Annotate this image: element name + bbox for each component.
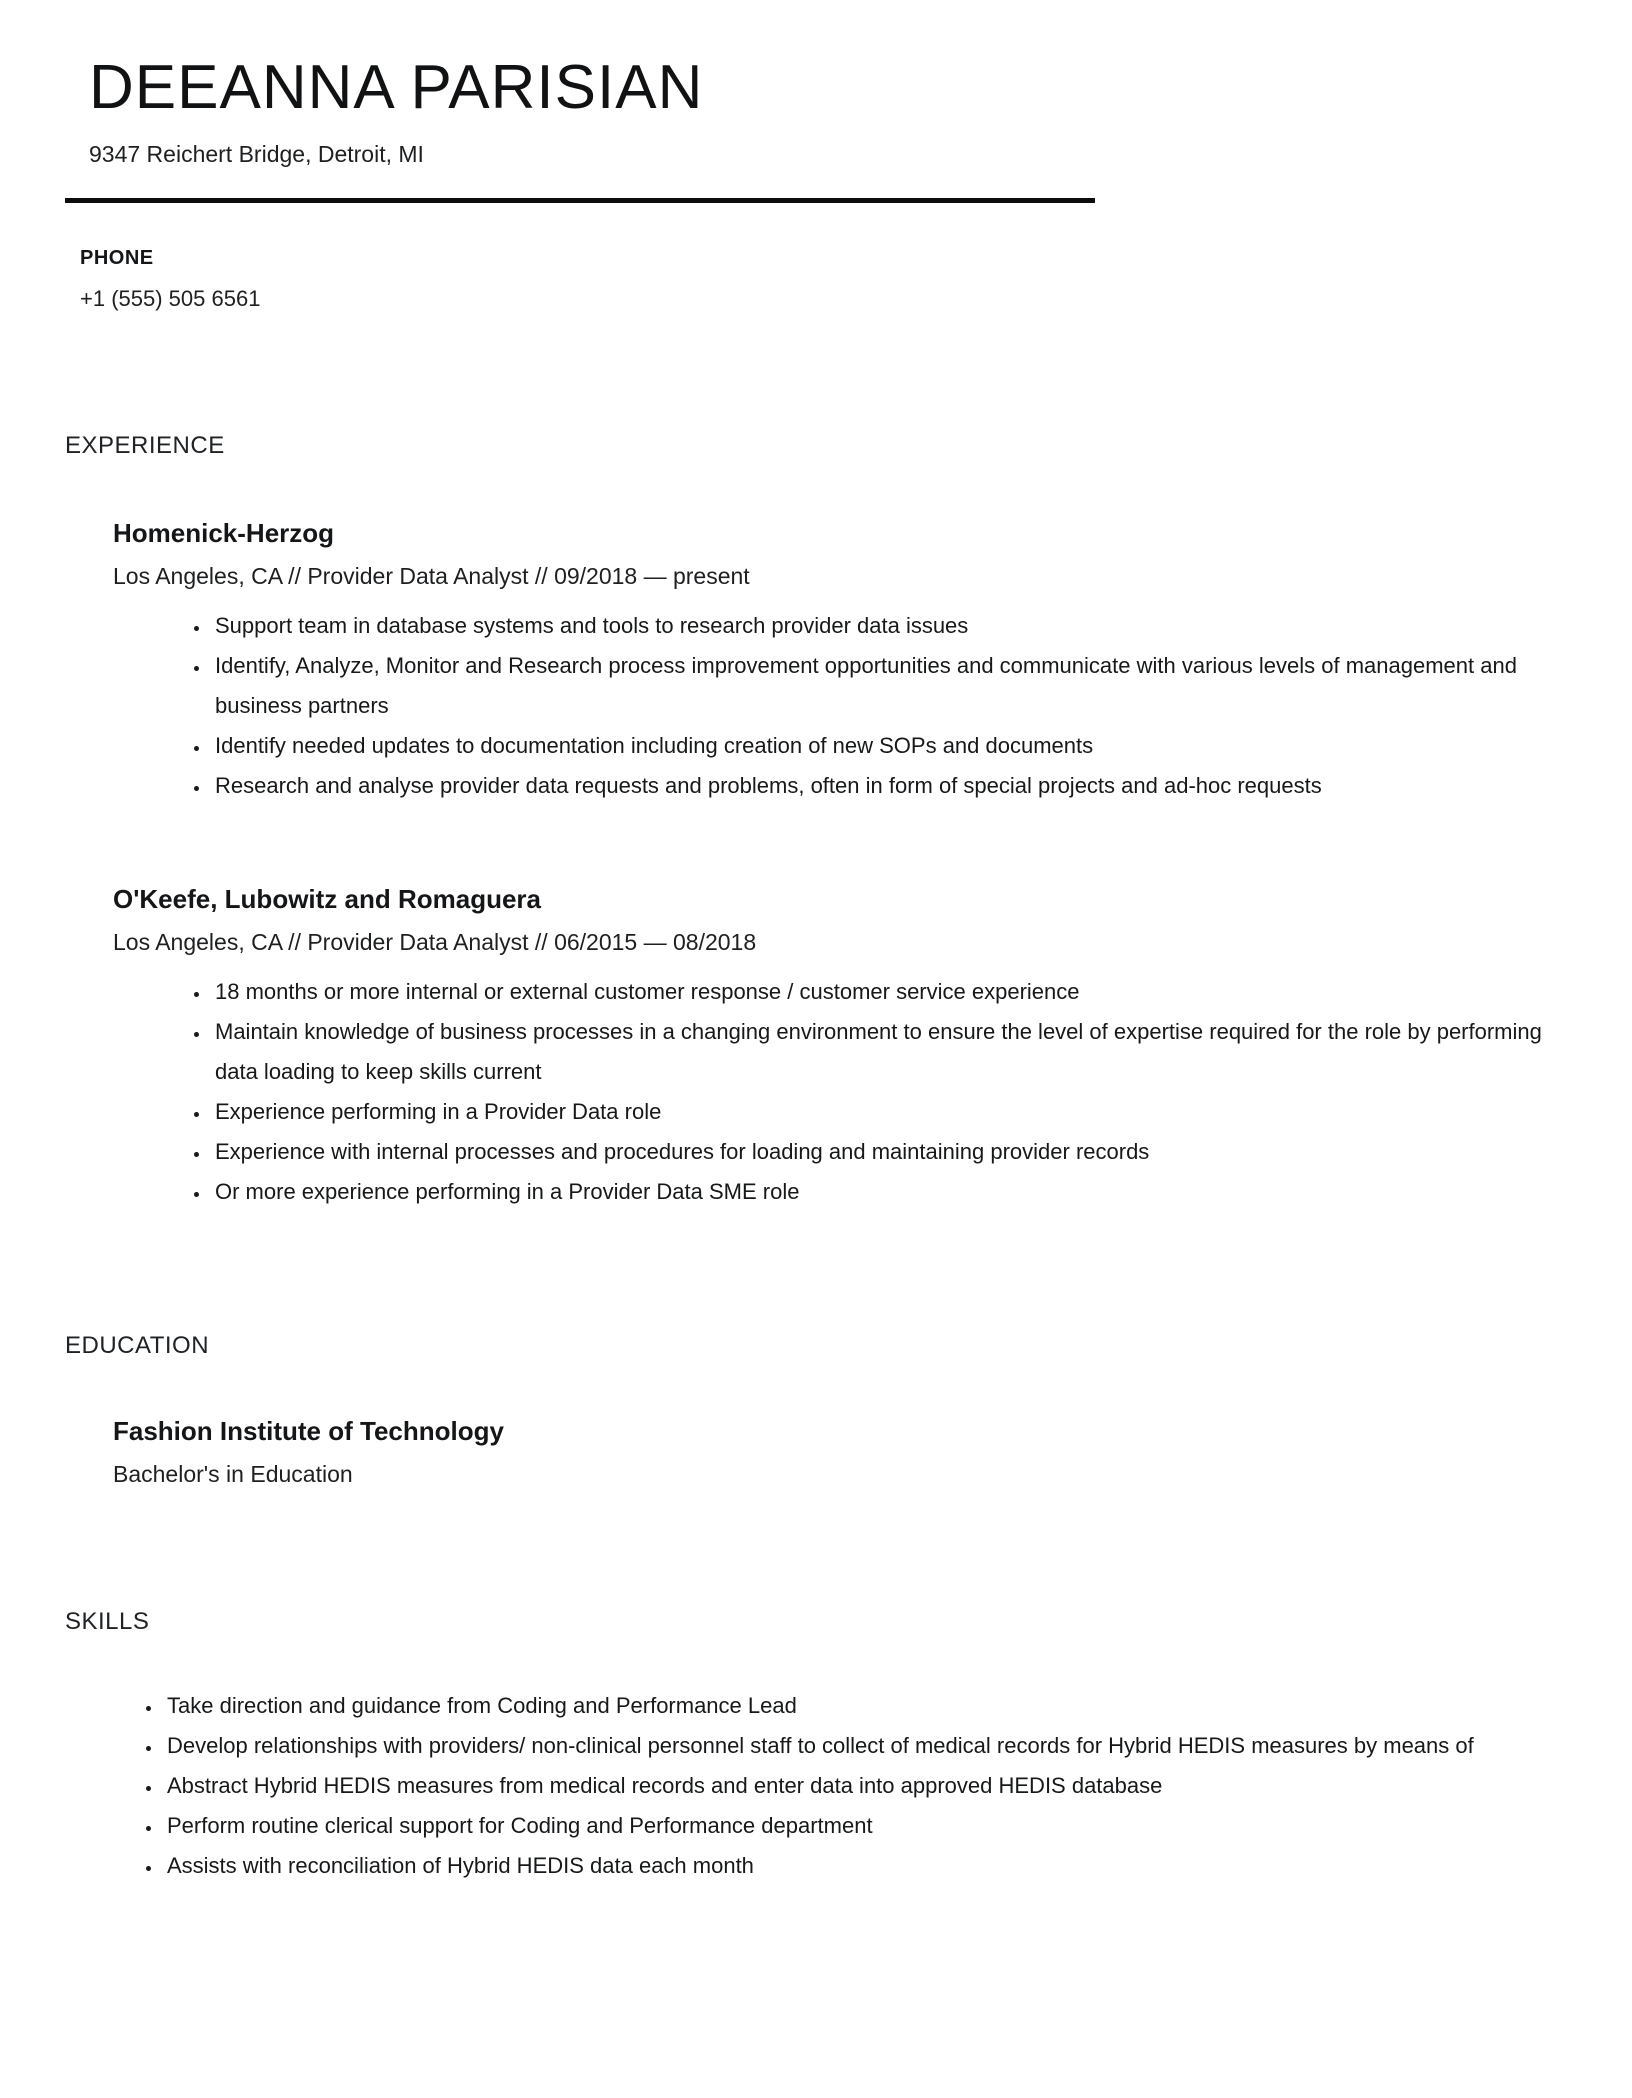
job-bullet: • Identify needed updates to documentation including creation of new SOPs and documents: [211, 726, 1552, 766]
job-bullet: • Experience performing in a Provider Data role: [211, 1092, 1552, 1132]
resume-header: [65, 52, 1552, 168]
candidate-address: 9347 Reichert Bridge, Detroit, MI: [89, 141, 424, 168]
skills-bullet-list: [65, 1686, 1552, 1886]
header-divider: [65, 198, 1095, 203]
skill-bullet: • Assists with reconciliation of Hybrid HEDIS data each month: [163, 1846, 1552, 1886]
job-bullet: • Identify, Analyze, Monitor and Research process improvement opportunities and communicate with various levels of management and business partners: [211, 646, 1552, 726]
education-section: [65, 1332, 1552, 1488]
job-meta: Los Angeles, CA // Provider Data Analyst // 09/2018 — present: [113, 563, 750, 590]
phone-label: PHONE: [80, 247, 154, 270]
company-name: Homenick-Herzog: [113, 518, 335, 549]
job-bullet: • Research and analyse provider data requests and problems, often in form of special projects and ad-hoc requests: [211, 766, 1552, 806]
education-entry: [65, 1416, 1552, 1488]
job-bullet-list: [113, 972, 1552, 1212]
job-entry-homenick-herzog: [65, 518, 1552, 806]
skill-bullet: • Develop relationships with providers/ non-clinical personnel staff to collect of medical records for Hybrid HEDIS measures by means of: [163, 1726, 1552, 1766]
job-bullet: • Support team in database systems and tools to research provider data issues: [211, 606, 1552, 646]
skill-bullet: • Perform routine clerical support for Coding and Performance department: [163, 1806, 1552, 1846]
experience-heading: EXPERIENCE: [65, 432, 225, 460]
skill-bullet: • Abstract Hybrid HEDIS measures from medical records and enter data into approved HEDIS database: [163, 1766, 1552, 1806]
job-bullet: • Or more experience performing in a Provider Data SME role: [211, 1172, 1552, 1212]
experience-section: [65, 432, 1552, 1212]
skills-section: [65, 1608, 1552, 1886]
education-heading: EDUCATION: [65, 1332, 210, 1360]
skills-heading: SKILLS: [65, 1608, 150, 1636]
job-bullet-list: [113, 606, 1552, 806]
degree: Bachelor's in Education: [113, 1461, 353, 1488]
candidate-name: DEEANNA PARISIAN: [89, 53, 704, 122]
skill-bullet: • Take direction and guidance from Coding and Performance Lead: [163, 1686, 1552, 1726]
job-meta: Los Angeles, CA // Provider Data Analyst // 06/2015 — 08/2018: [113, 929, 757, 956]
school-name: Fashion Institute of Technology: [113, 1416, 504, 1447]
job-bullet: • Experience with internal processes and procedures for loading and maintaining provider records: [211, 1132, 1552, 1172]
job-bullet: • 18 months or more internal or external customer response / customer service experience: [211, 972, 1552, 1012]
company-name: O'Keefe, Lubowitz and Romaguera: [113, 884, 542, 915]
job-entry-okeefe-lubowitz: [65, 884, 1552, 1212]
job-bullet: • Maintain knowledge of business processes in a changing environment to ensure the level of expertise required for the role by performing data loading to keep skills current: [211, 1012, 1552, 1092]
phone-value: +1 (555) 505 6561: [80, 286, 261, 312]
contact-section: [65, 247, 1552, 312]
